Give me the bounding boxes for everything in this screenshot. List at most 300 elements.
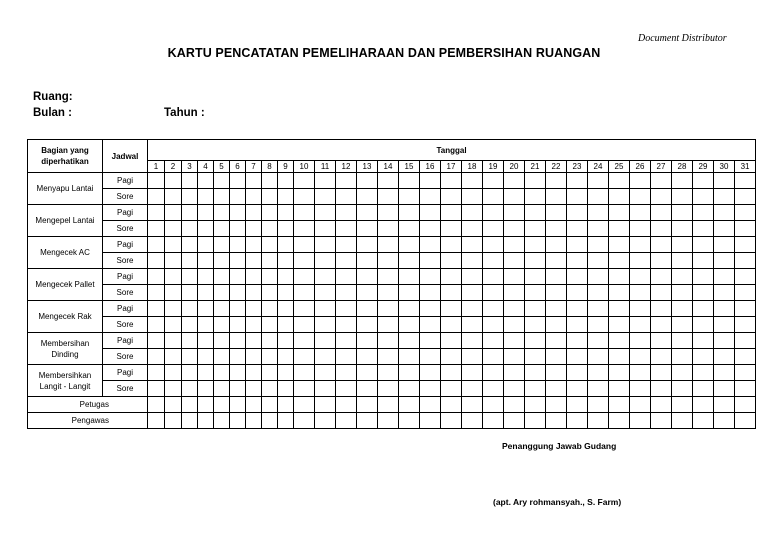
check-cell[interactable] bbox=[148, 413, 165, 429]
check-cell[interactable] bbox=[588, 333, 609, 349]
check-cell[interactable] bbox=[546, 285, 567, 301]
check-cell[interactable] bbox=[441, 365, 462, 381]
check-cell[interactable] bbox=[246, 253, 262, 269]
check-cell[interactable] bbox=[672, 397, 693, 413]
check-cell[interactable] bbox=[462, 333, 483, 349]
check-cell[interactable] bbox=[441, 189, 462, 205]
check-cell[interactable] bbox=[294, 365, 315, 381]
check-cell[interactable] bbox=[693, 253, 714, 269]
check-cell[interactable] bbox=[214, 381, 230, 397]
check-cell[interactable] bbox=[336, 189, 357, 205]
check-cell[interactable] bbox=[246, 413, 262, 429]
check-cell[interactable] bbox=[246, 173, 262, 189]
check-cell[interactable] bbox=[441, 205, 462, 221]
check-cell[interactable] bbox=[504, 189, 525, 205]
check-cell[interactable] bbox=[182, 205, 198, 221]
check-cell[interactable] bbox=[483, 269, 504, 285]
check-cell[interactable] bbox=[546, 413, 567, 429]
check-cell[interactable] bbox=[525, 397, 546, 413]
check-cell[interactable] bbox=[262, 397, 278, 413]
check-cell[interactable] bbox=[214, 397, 230, 413]
check-cell[interactable] bbox=[357, 365, 378, 381]
check-cell[interactable] bbox=[148, 333, 165, 349]
check-cell[interactable] bbox=[230, 237, 246, 253]
check-cell[interactable] bbox=[651, 205, 672, 221]
check-cell[interactable] bbox=[504, 253, 525, 269]
check-cell[interactable] bbox=[148, 365, 165, 381]
check-cell[interactable] bbox=[672, 365, 693, 381]
check-cell[interactable] bbox=[651, 269, 672, 285]
check-cell[interactable] bbox=[630, 285, 651, 301]
check-cell[interactable] bbox=[693, 237, 714, 253]
check-cell[interactable] bbox=[182, 253, 198, 269]
check-cell[interactable] bbox=[278, 349, 294, 365]
check-cell[interactable] bbox=[278, 189, 294, 205]
check-cell[interactable] bbox=[546, 173, 567, 189]
check-cell[interactable] bbox=[357, 269, 378, 285]
check-cell[interactable] bbox=[198, 301, 214, 317]
check-cell[interactable] bbox=[441, 333, 462, 349]
check-cell[interactable] bbox=[399, 397, 420, 413]
check-cell[interactable] bbox=[357, 413, 378, 429]
check-cell[interactable] bbox=[182, 301, 198, 317]
check-cell[interactable] bbox=[441, 413, 462, 429]
check-cell[interactable] bbox=[214, 365, 230, 381]
check-cell[interactable] bbox=[315, 189, 336, 205]
check-cell[interactable] bbox=[315, 349, 336, 365]
check-cell[interactable] bbox=[651, 413, 672, 429]
check-cell[interactable] bbox=[735, 301, 756, 317]
check-cell[interactable] bbox=[246, 269, 262, 285]
check-cell[interactable] bbox=[525, 189, 546, 205]
check-cell[interactable] bbox=[651, 237, 672, 253]
check-cell[interactable] bbox=[357, 221, 378, 237]
check-cell[interactable] bbox=[483, 317, 504, 333]
check-cell[interactable] bbox=[609, 285, 630, 301]
check-cell[interactable] bbox=[525, 285, 546, 301]
check-cell[interactable] bbox=[148, 285, 165, 301]
check-cell[interactable] bbox=[246, 285, 262, 301]
check-cell[interactable] bbox=[315, 205, 336, 221]
check-cell[interactable] bbox=[336, 397, 357, 413]
check-cell[interactable] bbox=[294, 301, 315, 317]
check-cell[interactable] bbox=[483, 205, 504, 221]
check-cell[interactable] bbox=[483, 413, 504, 429]
check-cell[interactable] bbox=[148, 253, 165, 269]
check-cell[interactable] bbox=[357, 397, 378, 413]
check-cell[interactable] bbox=[165, 397, 182, 413]
check-cell[interactable] bbox=[693, 317, 714, 333]
check-cell[interactable] bbox=[504, 397, 525, 413]
check-cell[interactable] bbox=[441, 317, 462, 333]
check-cell[interactable] bbox=[546, 221, 567, 237]
check-cell[interactable] bbox=[230, 221, 246, 237]
check-cell[interactable] bbox=[588, 173, 609, 189]
check-cell[interactable] bbox=[546, 349, 567, 365]
check-cell[interactable] bbox=[246, 349, 262, 365]
check-cell[interactable] bbox=[262, 173, 278, 189]
check-cell[interactable] bbox=[378, 189, 399, 205]
check-cell[interactable] bbox=[357, 381, 378, 397]
check-cell[interactable] bbox=[609, 269, 630, 285]
check-cell[interactable] bbox=[262, 365, 278, 381]
check-cell[interactable] bbox=[420, 413, 441, 429]
check-cell[interactable] bbox=[230, 333, 246, 349]
check-cell[interactable] bbox=[588, 349, 609, 365]
check-cell[interactable] bbox=[399, 253, 420, 269]
check-cell[interactable] bbox=[588, 397, 609, 413]
check-cell[interactable] bbox=[165, 317, 182, 333]
check-cell[interactable] bbox=[148, 301, 165, 317]
check-cell[interactable] bbox=[378, 349, 399, 365]
check-cell[interactable] bbox=[198, 237, 214, 253]
check-cell[interactable] bbox=[483, 285, 504, 301]
check-cell[interactable] bbox=[483, 365, 504, 381]
check-cell[interactable] bbox=[693, 189, 714, 205]
check-cell[interactable] bbox=[651, 333, 672, 349]
check-cell[interactable] bbox=[462, 189, 483, 205]
check-cell[interactable] bbox=[198, 285, 214, 301]
check-cell[interactable] bbox=[182, 221, 198, 237]
check-cell[interactable] bbox=[630, 365, 651, 381]
check-cell[interactable] bbox=[399, 317, 420, 333]
check-cell[interactable] bbox=[525, 333, 546, 349]
check-cell[interactable] bbox=[588, 205, 609, 221]
check-cell[interactable] bbox=[165, 381, 182, 397]
check-cell[interactable] bbox=[483, 349, 504, 365]
check-cell[interactable] bbox=[278, 205, 294, 221]
check-cell[interactable] bbox=[441, 269, 462, 285]
check-cell[interactable] bbox=[630, 381, 651, 397]
check-cell[interactable] bbox=[504, 237, 525, 253]
check-cell[interactable] bbox=[672, 301, 693, 317]
check-cell[interactable] bbox=[315, 397, 336, 413]
check-cell[interactable] bbox=[230, 397, 246, 413]
check-cell[interactable] bbox=[278, 333, 294, 349]
check-cell[interactable] bbox=[246, 237, 262, 253]
check-cell[interactable] bbox=[546, 365, 567, 381]
check-cell[interactable] bbox=[262, 253, 278, 269]
check-cell[interactable] bbox=[735, 333, 756, 349]
check-cell[interactable] bbox=[651, 253, 672, 269]
check-cell[interactable] bbox=[262, 269, 278, 285]
check-cell[interactable] bbox=[525, 269, 546, 285]
check-cell[interactable] bbox=[148, 237, 165, 253]
check-cell[interactable] bbox=[693, 221, 714, 237]
check-cell[interactable] bbox=[714, 253, 735, 269]
check-cell[interactable] bbox=[278, 397, 294, 413]
check-cell[interactable] bbox=[588, 285, 609, 301]
check-cell[interactable] bbox=[214, 413, 230, 429]
check-cell[interactable] bbox=[378, 365, 399, 381]
check-cell[interactable] bbox=[294, 237, 315, 253]
check-cell[interactable] bbox=[651, 397, 672, 413]
check-cell[interactable] bbox=[378, 237, 399, 253]
check-cell[interactable] bbox=[672, 317, 693, 333]
check-cell[interactable] bbox=[182, 397, 198, 413]
check-cell[interactable] bbox=[546, 381, 567, 397]
check-cell[interactable] bbox=[525, 205, 546, 221]
check-cell[interactable] bbox=[230, 285, 246, 301]
check-cell[interactable] bbox=[693, 349, 714, 365]
check-cell[interactable] bbox=[672, 173, 693, 189]
check-cell[interactable] bbox=[148, 221, 165, 237]
check-cell[interactable] bbox=[336, 301, 357, 317]
check-cell[interactable] bbox=[420, 397, 441, 413]
check-cell[interactable] bbox=[735, 413, 756, 429]
check-cell[interactable] bbox=[336, 317, 357, 333]
check-cell[interactable] bbox=[246, 301, 262, 317]
check-cell[interactable] bbox=[651, 365, 672, 381]
check-cell[interactable] bbox=[399, 269, 420, 285]
check-cell[interactable] bbox=[462, 269, 483, 285]
check-cell[interactable] bbox=[714, 189, 735, 205]
check-cell[interactable] bbox=[198, 253, 214, 269]
check-cell[interactable] bbox=[399, 301, 420, 317]
check-cell[interactable] bbox=[504, 173, 525, 189]
check-cell[interactable] bbox=[278, 269, 294, 285]
check-cell[interactable] bbox=[714, 301, 735, 317]
check-cell[interactable] bbox=[214, 205, 230, 221]
check-cell[interactable] bbox=[165, 205, 182, 221]
check-cell[interactable] bbox=[214, 221, 230, 237]
check-cell[interactable] bbox=[165, 333, 182, 349]
check-cell[interactable] bbox=[262, 285, 278, 301]
check-cell[interactable] bbox=[294, 397, 315, 413]
check-cell[interactable] bbox=[315, 173, 336, 189]
check-cell[interactable] bbox=[378, 397, 399, 413]
check-cell[interactable] bbox=[672, 269, 693, 285]
check-cell[interactable] bbox=[504, 317, 525, 333]
check-cell[interactable] bbox=[609, 365, 630, 381]
check-cell[interactable] bbox=[735, 269, 756, 285]
check-cell[interactable] bbox=[230, 189, 246, 205]
check-cell[interactable] bbox=[294, 349, 315, 365]
check-cell[interactable] bbox=[630, 253, 651, 269]
check-cell[interactable] bbox=[567, 317, 588, 333]
check-cell[interactable] bbox=[504, 413, 525, 429]
check-cell[interactable] bbox=[609, 397, 630, 413]
check-cell[interactable] bbox=[165, 253, 182, 269]
check-cell[interactable] bbox=[336, 221, 357, 237]
check-cell[interactable] bbox=[378, 205, 399, 221]
check-cell[interactable] bbox=[420, 349, 441, 365]
check-cell[interactable] bbox=[462, 365, 483, 381]
check-cell[interactable] bbox=[735, 221, 756, 237]
check-cell[interactable] bbox=[588, 269, 609, 285]
check-cell[interactable] bbox=[525, 173, 546, 189]
check-cell[interactable] bbox=[262, 221, 278, 237]
check-cell[interactable] bbox=[588, 189, 609, 205]
check-cell[interactable] bbox=[588, 381, 609, 397]
check-cell[interactable] bbox=[567, 349, 588, 365]
check-cell[interactable] bbox=[214, 173, 230, 189]
check-cell[interactable] bbox=[165, 189, 182, 205]
check-cell[interactable] bbox=[567, 333, 588, 349]
check-cell[interactable] bbox=[198, 269, 214, 285]
check-cell[interactable] bbox=[693, 413, 714, 429]
check-cell[interactable] bbox=[567, 189, 588, 205]
check-cell[interactable] bbox=[148, 317, 165, 333]
check-cell[interactable] bbox=[399, 205, 420, 221]
check-cell[interactable] bbox=[420, 285, 441, 301]
check-cell[interactable] bbox=[462, 173, 483, 189]
check-cell[interactable] bbox=[462, 301, 483, 317]
check-cell[interactable] bbox=[420, 269, 441, 285]
check-cell[interactable] bbox=[357, 349, 378, 365]
check-cell[interactable] bbox=[198, 189, 214, 205]
check-cell[interactable] bbox=[230, 365, 246, 381]
check-cell[interactable] bbox=[609, 317, 630, 333]
check-cell[interactable] bbox=[588, 413, 609, 429]
check-cell[interactable] bbox=[546, 397, 567, 413]
check-cell[interactable] bbox=[441, 349, 462, 365]
check-cell[interactable] bbox=[420, 301, 441, 317]
check-cell[interactable] bbox=[651, 221, 672, 237]
check-cell[interactable] bbox=[525, 365, 546, 381]
check-cell[interactable] bbox=[246, 189, 262, 205]
check-cell[interactable] bbox=[546, 317, 567, 333]
check-cell[interactable] bbox=[278, 365, 294, 381]
check-cell[interactable] bbox=[714, 221, 735, 237]
check-cell[interactable] bbox=[567, 237, 588, 253]
check-cell[interactable] bbox=[336, 205, 357, 221]
check-cell[interactable] bbox=[357, 237, 378, 253]
check-cell[interactable] bbox=[609, 173, 630, 189]
check-cell[interactable] bbox=[588, 317, 609, 333]
check-cell[interactable] bbox=[735, 285, 756, 301]
check-cell[interactable] bbox=[294, 205, 315, 221]
check-cell[interactable] bbox=[246, 333, 262, 349]
check-cell[interactable] bbox=[230, 349, 246, 365]
check-cell[interactable] bbox=[609, 221, 630, 237]
check-cell[interactable] bbox=[546, 269, 567, 285]
check-cell[interactable] bbox=[378, 333, 399, 349]
check-cell[interactable] bbox=[651, 349, 672, 365]
check-cell[interactable] bbox=[525, 253, 546, 269]
check-cell[interactable] bbox=[294, 269, 315, 285]
check-cell[interactable] bbox=[278, 413, 294, 429]
check-cell[interactable] bbox=[567, 381, 588, 397]
check-cell[interactable] bbox=[714, 317, 735, 333]
check-cell[interactable] bbox=[693, 397, 714, 413]
check-cell[interactable] bbox=[198, 381, 214, 397]
check-cell[interactable] bbox=[546, 333, 567, 349]
check-cell[interactable] bbox=[294, 285, 315, 301]
check-cell[interactable] bbox=[315, 269, 336, 285]
check-cell[interactable] bbox=[336, 349, 357, 365]
check-cell[interactable] bbox=[483, 237, 504, 253]
check-cell[interactable] bbox=[735, 365, 756, 381]
check-cell[interactable] bbox=[246, 317, 262, 333]
check-cell[interactable] bbox=[246, 365, 262, 381]
check-cell[interactable] bbox=[230, 413, 246, 429]
check-cell[interactable] bbox=[504, 301, 525, 317]
check-cell[interactable] bbox=[441, 285, 462, 301]
check-cell[interactable] bbox=[336, 381, 357, 397]
check-cell[interactable] bbox=[504, 221, 525, 237]
check-cell[interactable] bbox=[630, 173, 651, 189]
check-cell[interactable] bbox=[214, 349, 230, 365]
check-cell[interactable] bbox=[278, 285, 294, 301]
check-cell[interactable] bbox=[148, 397, 165, 413]
check-cell[interactable] bbox=[399, 221, 420, 237]
check-cell[interactable] bbox=[714, 397, 735, 413]
check-cell[interactable] bbox=[198, 349, 214, 365]
check-cell[interactable] bbox=[714, 413, 735, 429]
check-cell[interactable] bbox=[182, 413, 198, 429]
check-cell[interactable] bbox=[630, 221, 651, 237]
check-cell[interactable] bbox=[198, 173, 214, 189]
check-cell[interactable] bbox=[378, 173, 399, 189]
check-cell[interactable] bbox=[165, 413, 182, 429]
check-cell[interactable] bbox=[315, 381, 336, 397]
check-cell[interactable] bbox=[378, 301, 399, 317]
check-cell[interactable] bbox=[735, 381, 756, 397]
check-cell[interactable] bbox=[378, 413, 399, 429]
check-cell[interactable] bbox=[546, 237, 567, 253]
check-cell[interactable] bbox=[693, 285, 714, 301]
check-cell[interactable] bbox=[672, 285, 693, 301]
check-cell[interactable] bbox=[630, 413, 651, 429]
check-cell[interactable] bbox=[567, 365, 588, 381]
check-cell[interactable] bbox=[230, 173, 246, 189]
check-cell[interactable] bbox=[420, 333, 441, 349]
check-cell[interactable] bbox=[278, 173, 294, 189]
check-cell[interactable] bbox=[198, 365, 214, 381]
check-cell[interactable] bbox=[315, 365, 336, 381]
check-cell[interactable] bbox=[262, 317, 278, 333]
check-cell[interactable] bbox=[483, 221, 504, 237]
check-cell[interactable] bbox=[278, 381, 294, 397]
check-cell[interactable] bbox=[214, 189, 230, 205]
check-cell[interactable] bbox=[315, 285, 336, 301]
check-cell[interactable] bbox=[462, 349, 483, 365]
check-cell[interactable] bbox=[630, 205, 651, 221]
check-cell[interactable] bbox=[399, 365, 420, 381]
check-cell[interactable] bbox=[357, 205, 378, 221]
check-cell[interactable] bbox=[399, 333, 420, 349]
check-cell[interactable] bbox=[714, 237, 735, 253]
check-cell[interactable] bbox=[567, 285, 588, 301]
check-cell[interactable] bbox=[567, 205, 588, 221]
check-cell[interactable] bbox=[182, 189, 198, 205]
check-cell[interactable] bbox=[336, 253, 357, 269]
check-cell[interactable] bbox=[567, 397, 588, 413]
check-cell[interactable] bbox=[504, 381, 525, 397]
check-cell[interactable] bbox=[399, 381, 420, 397]
check-cell[interactable] bbox=[546, 189, 567, 205]
check-cell[interactable] bbox=[546, 253, 567, 269]
check-cell[interactable] bbox=[399, 189, 420, 205]
check-cell[interactable] bbox=[182, 349, 198, 365]
check-cell[interactable] bbox=[198, 221, 214, 237]
check-cell[interactable] bbox=[420, 189, 441, 205]
check-cell[interactable] bbox=[357, 301, 378, 317]
check-cell[interactable] bbox=[672, 189, 693, 205]
check-cell[interactable] bbox=[693, 333, 714, 349]
check-cell[interactable] bbox=[462, 397, 483, 413]
check-cell[interactable] bbox=[609, 253, 630, 269]
check-cell[interactable] bbox=[714, 333, 735, 349]
check-cell[interactable] bbox=[230, 269, 246, 285]
check-cell[interactable] bbox=[651, 285, 672, 301]
check-cell[interactable] bbox=[165, 173, 182, 189]
check-cell[interactable] bbox=[714, 269, 735, 285]
check-cell[interactable] bbox=[441, 253, 462, 269]
check-cell[interactable] bbox=[504, 333, 525, 349]
check-cell[interactable] bbox=[230, 301, 246, 317]
